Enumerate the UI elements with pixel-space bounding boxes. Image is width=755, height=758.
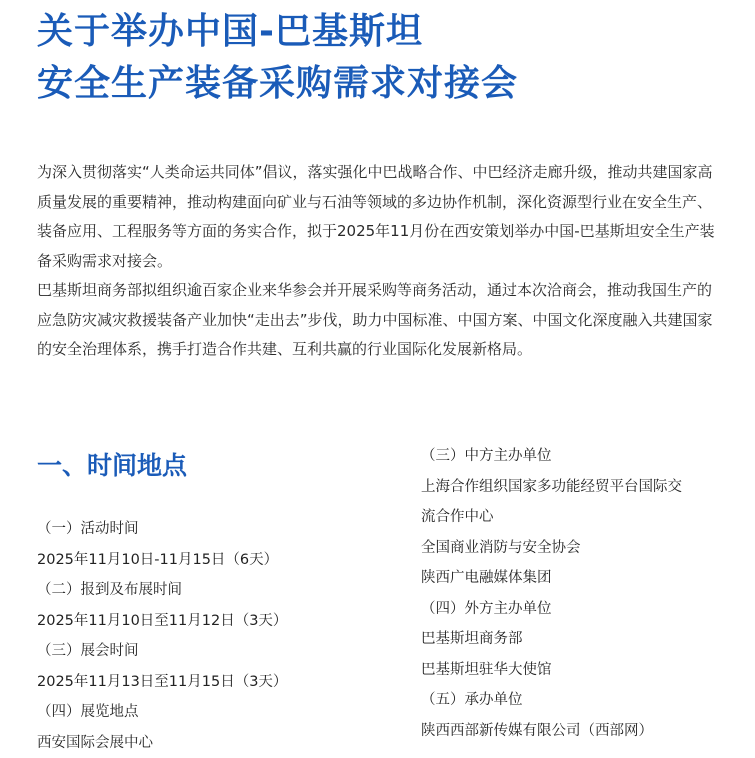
- list-item: （一）活动时间: [37, 514, 377, 545]
- list-item: 上海合作组织国家多功能经贸平台国际交: [421, 472, 731, 503]
- list-item: （四）展览地点: [37, 697, 377, 728]
- time-location-list: [37, 514, 377, 758]
- list-item: （四）外方主办单位: [421, 594, 731, 625]
- section-heading-time-location: 一、时间地点: [37, 446, 187, 486]
- list-item: 陕西广电融媒体集团: [421, 563, 731, 594]
- list-item: 2025年11月13日至11月15日（3天）: [37, 667, 377, 698]
- list-item: 全国商业消防与安全协会: [421, 533, 731, 564]
- title-line-1: 关于举办中国-巴基斯坦: [37, 6, 518, 58]
- list-item: 巴基斯坦驻华大使馆: [421, 655, 731, 686]
- list-item: 陕西西部新传媒有限公司（西部网）: [421, 716, 731, 747]
- list-item: （三）中方主办单位: [421, 441, 731, 472]
- intro-paragraph-2: 巴基斯坦商务部拟组织逾百家企业来华参会并开展采购等商务活动，通过本次洽商会，推动我国生产的应急防灾减灾救援装备产业加快“走出去”步伐，助力中国标准、中国方案、中国文化深度融入共建国家的安全治理体系，携手打造合作共建、互利共赢的行业国际化发展新格局。: [37, 276, 717, 365]
- list-item: （二）报到及布展时间: [37, 575, 377, 606]
- title-line-2: 安全生产装备采购需求对接会: [37, 58, 518, 110]
- list-item: （三）展会时间: [37, 636, 377, 667]
- list-item: （五）承办单位: [421, 685, 731, 716]
- organizers-list: [421, 441, 731, 746]
- list-item: 2025年11月10日至11月12日（3天）: [37, 606, 377, 637]
- intro-text: [37, 158, 717, 365]
- list-item: 西安国际会展中心: [37, 728, 377, 758]
- page-title: [37, 6, 518, 110]
- intro-paragraph-1: 为深入贯彻落实“人类命运共同体”倡议，落实强化中巴战略合作、中巴经济走廊升级，推动共建国家高质量发展的重要精神，推动构建面向矿业与石油等领域的多边协作机制，深化资源型行业在安全生产、装备应用、工程服务等方面的务实合作，拟于2025年11月份在西安策划举办中国-巴基斯坦安全生产装备采购需求对接会。: [37, 158, 717, 276]
- list-item: 巴基斯坦商务部: [421, 624, 731, 655]
- list-item: 流合作中心: [421, 502, 731, 533]
- list-item: 2025年11月10日-11月15日（6天）: [37, 545, 377, 576]
